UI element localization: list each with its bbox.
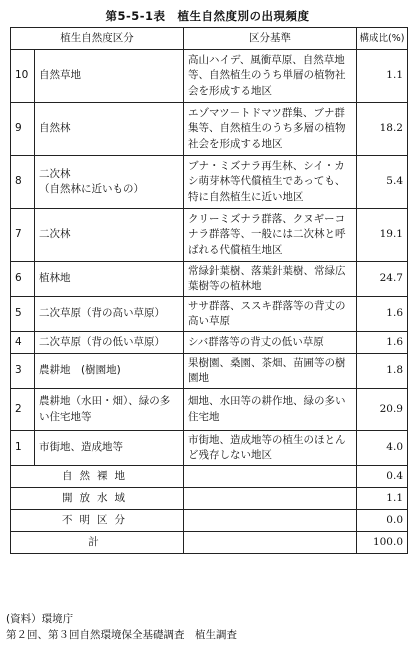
category-name: 二次林 （自然林に近いもの） [35, 156, 184, 209]
category-name: 農耕地（水田・畑）、緑の多い住宅地等 [35, 389, 184, 431]
ratio-value: 1.6 [357, 332, 408, 354]
empty-criteria-cell [184, 510, 357, 532]
criteria-text: シバ群落等の背丈の低い草原 [184, 332, 357, 354]
criteria-text: ササ群落、ススキ群落等の背丈の高い草原 [184, 297, 357, 332]
header-ratio: 構成比(%) [357, 28, 408, 50]
row-number: 4 [11, 332, 35, 354]
criteria-text: 常緑針葉樹、落葉針葉樹、常緑広葉樹等の植林地 [184, 262, 357, 297]
table-title: 第5-5-1表 植生自然度別の出現頻度 [105, 9, 310, 23]
ratio-value: 1.6 [357, 297, 408, 332]
category-name: 二次草原（背の高い草原） [35, 297, 184, 332]
criteria-text: 果樹園、桑園、茶畑、苗圃等の樹園地 [184, 354, 357, 389]
ratio-value: 18.2 [357, 103, 408, 156]
summary-ratio: 0.4 [357, 466, 408, 488]
criteria-text: エゾマツ－トドマツ群集、ブナ群集等、自然植生のうち多層の植物社会を形成する地区 [184, 103, 357, 156]
row-number: 5 [11, 297, 35, 332]
summary-row [11, 466, 408, 488]
category-name: 市街地、造成地等 [35, 431, 184, 466]
empty-criteria-cell [184, 488, 357, 510]
ratio-value: 19.1 [357, 209, 408, 262]
header-category: 植生自然度区分 [11, 28, 184, 50]
table-row [11, 209, 408, 262]
summary-row [11, 510, 408, 532]
table-row [11, 431, 408, 466]
category-name: 植林地 [35, 262, 184, 297]
table-row [11, 156, 408, 209]
table-row [11, 262, 408, 297]
category-name: 自然草地 [35, 50, 184, 103]
summary-label: 計 [11, 532, 184, 554]
table-row [11, 389, 408, 431]
criteria-text: 市街地、造成地等の植生のほとんど残存しない地区 [184, 431, 357, 466]
header-row [11, 28, 408, 50]
summary-row [11, 488, 408, 510]
survey-note: 第２回、第３回自然環境保全基礎調査 植生調査 [6, 629, 237, 641]
empty-criteria-cell [184, 532, 357, 554]
criteria-text: 高山ハイデ、風衝草原、自然草地等、自然植生のうち単層の植物社会を形成する地区 [184, 50, 357, 103]
table-row [11, 103, 408, 156]
table-row [11, 354, 408, 389]
criteria-text: クリーミズナラ群落、クヌギーコナラ群落等、一般には二次林と呼ばれる代償植生地区 [184, 209, 357, 262]
summary-ratio: 0.0 [357, 510, 408, 532]
row-number: 6 [11, 262, 35, 297]
row-number: 3 [11, 354, 35, 389]
table-row [11, 50, 408, 103]
table-row [11, 332, 408, 354]
ratio-value: 20.9 [357, 389, 408, 431]
row-number: 9 [11, 103, 35, 156]
category-name: 自然林 [35, 103, 184, 156]
ratio-value: 24.7 [357, 262, 408, 297]
row-number: 2 [11, 389, 35, 431]
category-name: 農耕地 (樹園地) [35, 354, 184, 389]
summary-ratio: 100.0 [357, 532, 408, 554]
criteria-text: ブナ・ミズナラ再生林、シイ・カシ萌芽林等代償植生であっても、特に自然植生に近い地区 [184, 156, 357, 209]
source-note: (資料）環境庁 [6, 613, 74, 625]
row-number: 1 [11, 431, 35, 466]
ratio-value: 1.1 [357, 50, 408, 103]
summary-label: 開放水域 [11, 488, 184, 510]
header-criteria: 区分基準 [184, 28, 357, 50]
summary-label: 自然裸地 [11, 466, 184, 488]
ratio-value: 4.0 [357, 431, 408, 466]
summary-ratio: 1.1 [357, 488, 408, 510]
ratio-value: 5.4 [357, 156, 408, 209]
row-number: 10 [11, 50, 35, 103]
notes [6, 611, 237, 643]
category-name: 二次林 [35, 209, 184, 262]
category-name: 二次草原（背の低い草原） [35, 332, 184, 354]
summary-row [11, 532, 408, 554]
row-number: 7 [11, 209, 35, 262]
vegetation-naturalness-table [10, 27, 408, 554]
row-number: 8 [11, 156, 35, 209]
summary-label: 不明区分 [11, 510, 184, 532]
empty-criteria-cell [184, 466, 357, 488]
ratio-value: 1.8 [357, 354, 408, 389]
criteria-text: 畑地、水田等の耕作地、緑の多い住宅地 [184, 389, 357, 431]
table-row [11, 297, 408, 332]
